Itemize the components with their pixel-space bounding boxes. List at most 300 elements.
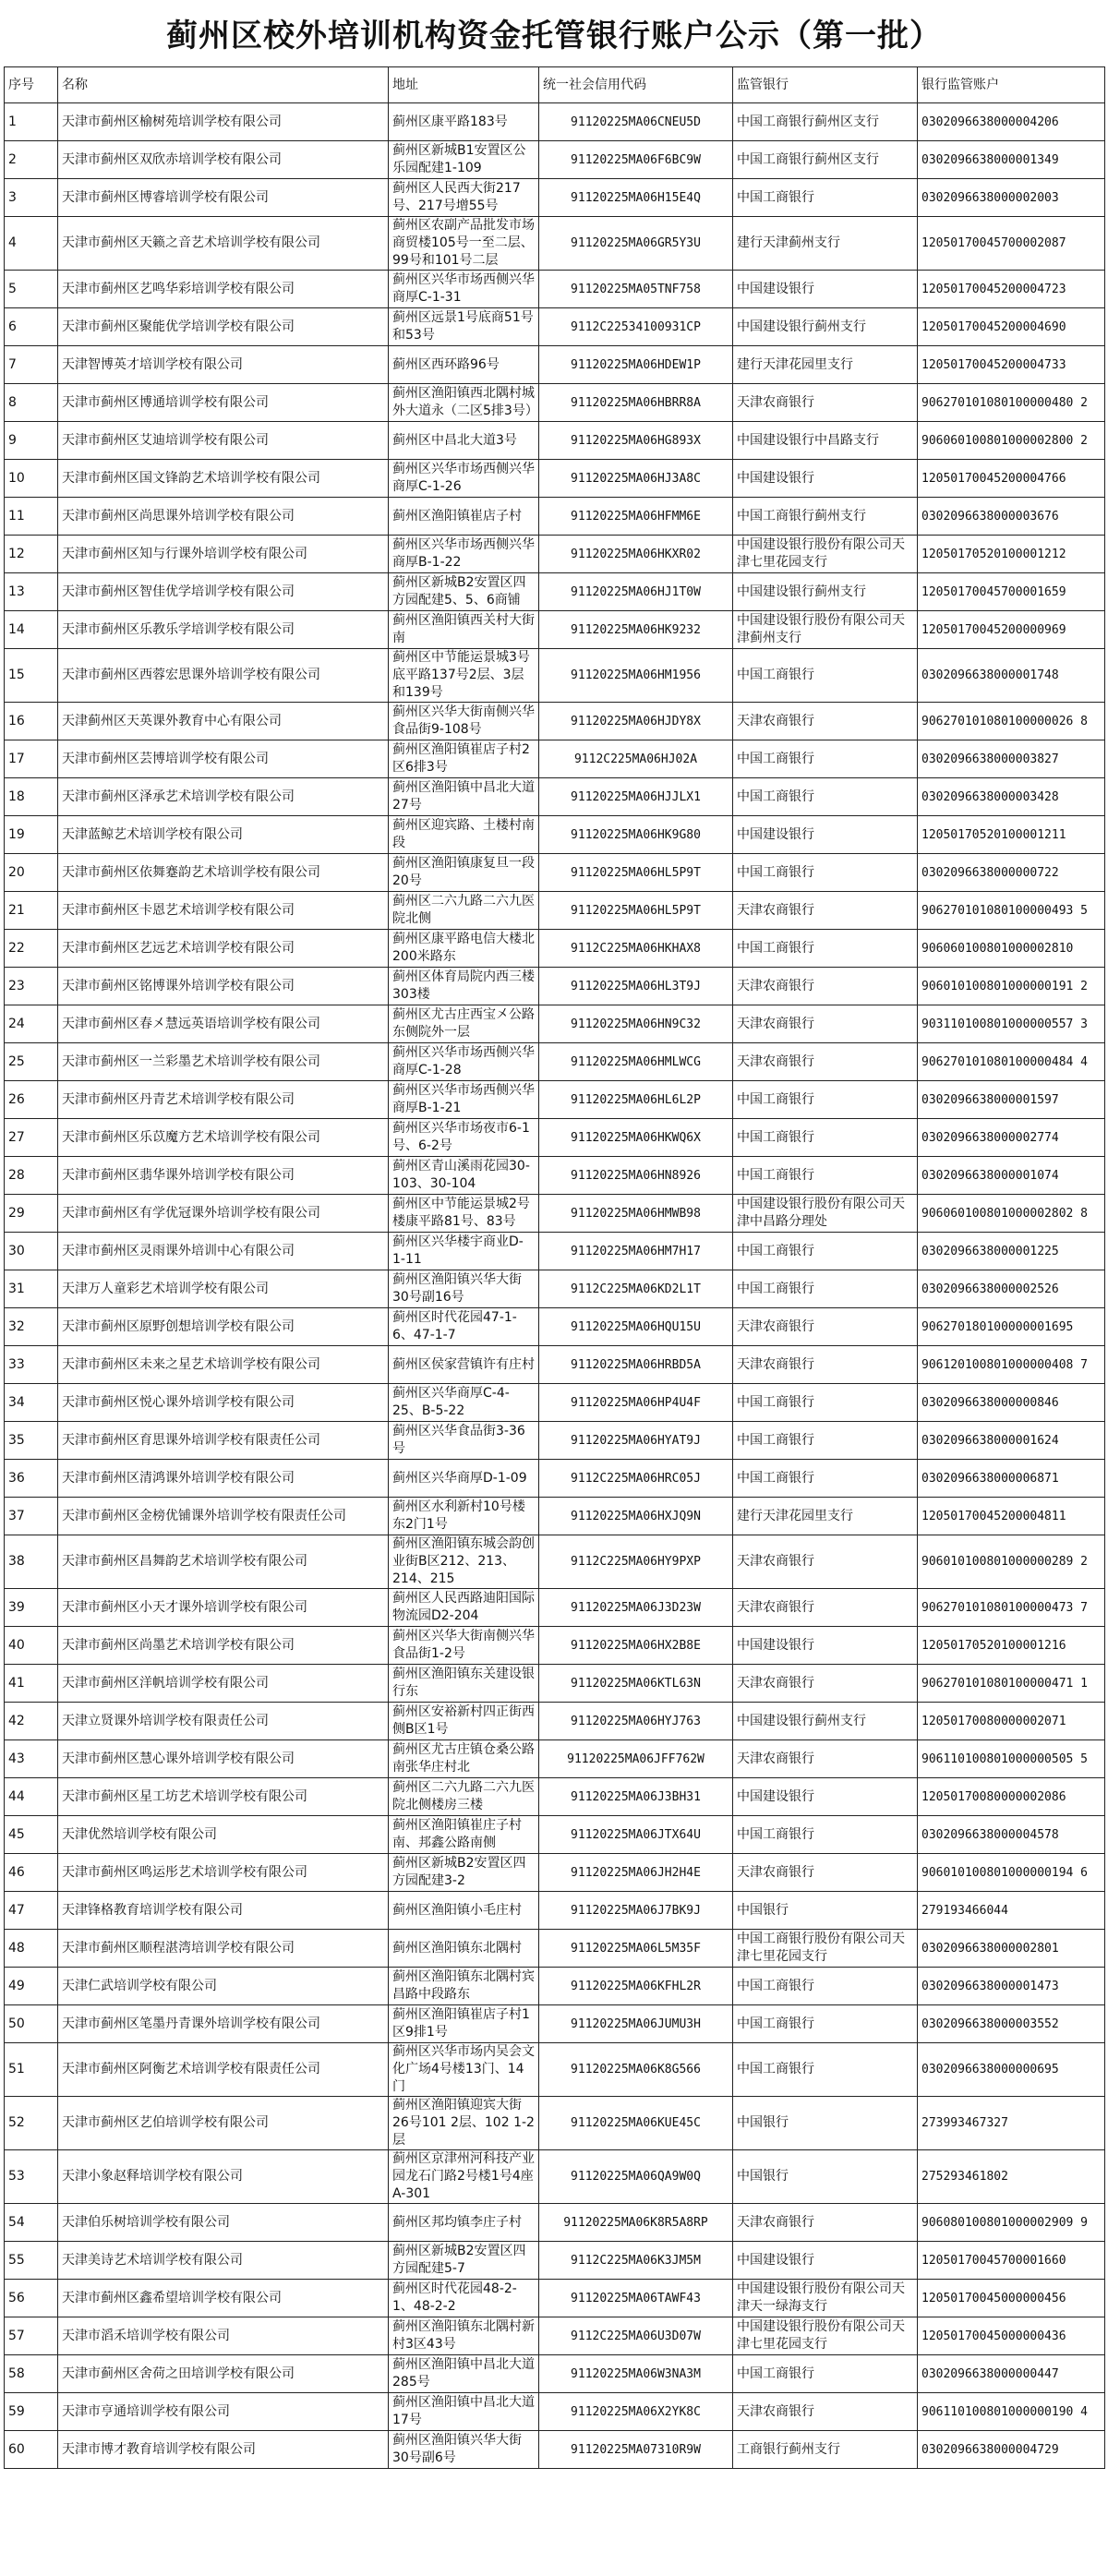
cell-index: 20 xyxy=(5,854,58,892)
column-header-credit-code: 统一社会信用代码 xyxy=(539,67,733,103)
cell-account: 273993467327 xyxy=(918,2097,1105,2150)
cell-address: 蓟州区渔阳镇东北隅村 xyxy=(389,1930,539,1968)
cell-credit-code: 91120225MA06HJJLX1 xyxy=(539,778,733,816)
cell-index: 19 xyxy=(5,816,58,854)
cell-account: 0302096638000003428 xyxy=(918,778,1105,816)
cell-bank: 中国工商银行 xyxy=(733,930,918,968)
cell-account: 12050170520100001211 xyxy=(918,816,1105,854)
cell-account: 906010100801000000194 6 xyxy=(918,1854,1105,1892)
cell-credit-code: 91120225MA06JUMU3H xyxy=(539,2005,733,2043)
cell-bank: 天津农商银行 xyxy=(733,968,918,1005)
cell-account: 0302096638000002003 xyxy=(918,179,1105,217)
table-row xyxy=(5,1778,1105,1816)
cell-bank: 工商银行蓟州支行 xyxy=(733,2431,918,2469)
cell-address: 蓟州区渔阳镇东城会韵创业街B区212、213、214、215 xyxy=(389,1535,539,1589)
column-header-bank: 监管银行 xyxy=(733,67,918,103)
table-row xyxy=(5,1119,1105,1157)
table-row xyxy=(5,2431,1105,2469)
cell-credit-code: 9112C225MA06HY9PXP xyxy=(539,1535,733,1589)
table-row xyxy=(5,2097,1105,2150)
cell-bank: 中国工商银行 xyxy=(733,649,918,703)
cell-account: 906270101080100000473 7 xyxy=(918,1589,1105,1627)
cell-bank: 中国建设银行 xyxy=(733,271,918,308)
cell-address: 蓟州区兴华市场西侧兴华商厚B-1-22 xyxy=(389,536,539,573)
cell-bank: 天津农商银行 xyxy=(733,703,918,740)
cell-index: 48 xyxy=(5,1930,58,1968)
cell-address: 蓟州区渔阳镇东北隅村宾昌路中段路东 xyxy=(389,1968,539,2005)
table-row xyxy=(5,1384,1105,1422)
cell-account: 12050170520100001216 xyxy=(918,1627,1105,1665)
table-row xyxy=(5,1498,1105,1535)
cell-index: 59 xyxy=(5,2393,58,2431)
cell-address: 蓟州区远景1号底商51号和53号 xyxy=(389,308,539,346)
table-header-row xyxy=(5,67,1105,103)
cell-address: 蓟州区尤古庄西宝㐅公路东侧院外一层 xyxy=(389,1005,539,1043)
cell-credit-code: 91120225MA06HL5P9T xyxy=(539,854,733,892)
cell-account: 12050170080000002071 xyxy=(918,1703,1105,1740)
cell-credit-code: 9112C22534100931CP xyxy=(539,308,733,346)
column-header-address: 地址 xyxy=(389,67,539,103)
cell-index: 29 xyxy=(5,1195,58,1233)
cell-name: 天津市蓟州区翡华课外培训学校有限公司 xyxy=(58,1157,389,1195)
cell-bank: 中国建设银行股份有限公司天津中昌路分理处 xyxy=(733,1195,918,1233)
cell-name: 天津市蓟州区清鸿课外培训学校有限公司 xyxy=(58,1460,389,1498)
column-header-account: 银行监管账户 xyxy=(918,67,1105,103)
cell-bank: 中国工商银行 xyxy=(733,778,918,816)
cell-index: 25 xyxy=(5,1043,58,1081)
cell-account: 12050170045200004733 xyxy=(918,346,1105,384)
cell-name: 天津市蓟州区卡恩艺术培训学校有限公司 xyxy=(58,892,389,930)
cell-bank: 中国工商银行 xyxy=(733,1233,918,1270)
cell-account: 0302096638000001074 xyxy=(918,1157,1105,1195)
table-row xyxy=(5,141,1105,179)
table-row xyxy=(5,217,1105,271)
cell-account: 0302096638000001349 xyxy=(918,141,1105,179)
cell-index: 32 xyxy=(5,1308,58,1346)
cell-address: 蓟州区兴华市场西侧兴华商厚C-1-28 xyxy=(389,1043,539,1081)
cell-address: 蓟州区侯家营镇许有庄村 xyxy=(389,1346,539,1384)
cell-credit-code: 91120225MA06K8R5A8RP xyxy=(539,2204,733,2242)
table-row xyxy=(5,1270,1105,1308)
cell-credit-code: 91120225MA06HJ1T0W xyxy=(539,573,733,611)
cell-index: 38 xyxy=(5,1535,58,1589)
cell-address: 蓟州区安裕新村四正街西侧B区1号 xyxy=(389,1703,539,1740)
cell-credit-code: 91120225MA06HG893X xyxy=(539,422,733,460)
table-row xyxy=(5,2280,1105,2317)
cell-bank: 中国工商银行 xyxy=(733,1422,918,1460)
cell-index: 12 xyxy=(5,536,58,573)
table-row xyxy=(5,611,1105,649)
table-row xyxy=(5,1854,1105,1892)
cell-name: 天津市蓟州区慧心课外培训学校有限公司 xyxy=(58,1740,389,1778)
cell-index: 5 xyxy=(5,271,58,308)
cell-name: 天津市蓟州区聚能优学培训学校有限公司 xyxy=(58,308,389,346)
cell-name: 天津市滔禾培训学校有限公司 xyxy=(58,2317,389,2355)
table-row xyxy=(5,1968,1105,2005)
cell-credit-code: 91120225MA06JH2H4E xyxy=(539,1854,733,1892)
cell-account: 906270180100000001695 xyxy=(918,1308,1105,1346)
cell-address: 蓟州区中昌北大道3号 xyxy=(389,422,539,460)
table-row xyxy=(5,2043,1105,2097)
cell-account: 12050170045200004766 xyxy=(918,460,1105,498)
cell-address: 蓟州区新城B2安置区四方园配建3-2 xyxy=(389,1854,539,1892)
cell-name: 天津市亨通培训学校有限公司 xyxy=(58,2393,389,2431)
table-row xyxy=(5,498,1105,536)
cell-index: 35 xyxy=(5,1422,58,1460)
cell-index: 37 xyxy=(5,1498,58,1535)
cell-account: 0302096638000000846 xyxy=(918,1384,1105,1422)
cell-account: 906270101080100000484 4 xyxy=(918,1043,1105,1081)
cell-credit-code: 91120225MA06HMLWCG xyxy=(539,1043,733,1081)
cell-address: 蓟州区渔阳镇迎宾大街26号101 2层、102 1-2层 xyxy=(389,2097,539,2150)
cell-index: 44 xyxy=(5,1778,58,1816)
cell-address: 蓟州区渔阳镇西关村大街南 xyxy=(389,611,539,649)
cell-bank: 天津农商银行 xyxy=(733,1043,918,1081)
cell-credit-code: 91120225MA06J7BK9J xyxy=(539,1892,733,1930)
cell-address: 蓟州区渔阳镇中昌北大道17号 xyxy=(389,2393,539,2431)
cell-account: 12050170045200004811 xyxy=(918,1498,1105,1535)
cell-account: 0302096638000001225 xyxy=(918,1233,1105,1270)
cell-address: 蓟州区迎宾路、土楼村南段 xyxy=(389,816,539,854)
cell-credit-code: 91120225MA06HRBD5A xyxy=(539,1346,733,1384)
cell-account: 12050170045700002087 xyxy=(918,217,1105,271)
cell-address: 蓟州区二六九路二六九医院北侧楼房三楼 xyxy=(389,1778,539,1816)
cell-index: 56 xyxy=(5,2280,58,2317)
cell-account: 12050170045200000969 xyxy=(918,611,1105,649)
table-row xyxy=(5,703,1105,740)
cell-name: 天津市蓟州区知与行课外培训学校有限公司 xyxy=(58,536,389,573)
table-row xyxy=(5,1346,1105,1384)
cell-index: 40 xyxy=(5,1627,58,1665)
cell-credit-code: 91120225MA06J3BH31 xyxy=(539,1778,733,1816)
cell-address: 蓟州区中节能运景城2号楼康平路81号、83号 xyxy=(389,1195,539,1233)
cell-index: 45 xyxy=(5,1816,58,1854)
cell-account: 0302096638000001473 xyxy=(918,1968,1105,2005)
column-header-name: 名称 xyxy=(58,67,389,103)
cell-credit-code: 91120225MA06HX2B8E xyxy=(539,1627,733,1665)
cell-index: 51 xyxy=(5,2043,58,2097)
table-row xyxy=(5,778,1105,816)
cell-credit-code: 91120225MA06W3NA3M xyxy=(539,2355,733,2393)
cell-account: 906270101080100000471 1 xyxy=(918,1665,1105,1703)
cell-address: 蓟州区渔阳镇康复旦一段20号 xyxy=(389,854,539,892)
cell-name: 天津立贤课外培训学校有限责任公司 xyxy=(58,1703,389,1740)
cell-bank: 中国银行 xyxy=(733,2150,918,2204)
cell-address: 蓟州区渔阳镇兴华大街30号副16号 xyxy=(389,1270,539,1308)
cell-bank: 天津农商银行 xyxy=(733,2204,918,2242)
table-row xyxy=(5,1005,1105,1043)
table-row xyxy=(5,1703,1105,1740)
cell-credit-code: 91120225MA06HP4U4F xyxy=(539,1384,733,1422)
cell-name: 天津伯乐树培训学校有限公司 xyxy=(58,2204,389,2242)
cell-credit-code: 91120225MA06GR5Y3U xyxy=(539,217,733,271)
cell-address: 蓟州区渔阳镇东北隅村新村3区43号 xyxy=(389,2317,539,2355)
cell-bank: 中国工商银行 xyxy=(733,2355,918,2393)
table-row xyxy=(5,179,1105,217)
cell-index: 42 xyxy=(5,1703,58,1740)
cell-address: 蓟州区兴华大街南侧兴华食品街9-108号 xyxy=(389,703,539,740)
cell-name: 天津市蓟州区舍荷之田培训学校有限公司 xyxy=(58,2355,389,2393)
table-row xyxy=(5,854,1105,892)
cell-name: 天津市蓟州区乐教乐学培训学校有限公司 xyxy=(58,611,389,649)
cell-index: 21 xyxy=(5,892,58,930)
cell-name: 天津市蓟州区博通培训学校有限公司 xyxy=(58,384,389,422)
cell-index: 39 xyxy=(5,1589,58,1627)
cell-bank: 建行天津蓟州支行 xyxy=(733,217,918,271)
cell-name: 天津万人童彩艺术培训学校有限公司 xyxy=(58,1270,389,1308)
cell-bank: 中国工商银行 xyxy=(733,740,918,778)
cell-name: 天津市蓟州区尚墨艺术培训学校有限公司 xyxy=(58,1627,389,1665)
cell-name: 天津市蓟州区鸣运彤艺术培训学校有限公司 xyxy=(58,1854,389,1892)
table-row xyxy=(5,1740,1105,1778)
cell-account: 903110100801000000557 3 xyxy=(918,1005,1105,1043)
cell-name: 天津仁武培训学校有限公司 xyxy=(58,1968,389,2005)
cell-name: 天津市蓟州区乐苡魔方艺术培训学校有限公司 xyxy=(58,1119,389,1157)
cell-account: 0302096638000004729 xyxy=(918,2431,1105,2469)
cell-name: 天津锋格教育培训学校有限公司 xyxy=(58,1892,389,1930)
cell-credit-code: 91120225MA06HL6L2P xyxy=(539,1081,733,1119)
cell-name: 天津市蓟州区芸博培训学校有限公司 xyxy=(58,740,389,778)
cell-name: 天津市蓟州区艺鸣华彩培训学校有限公司 xyxy=(58,271,389,308)
cell-name: 天津市蓟州区金榜优铺课外培训学校有限责任公司 xyxy=(58,1498,389,1535)
cell-credit-code: 91120225MA06HL3T9J xyxy=(539,968,733,1005)
cell-index: 60 xyxy=(5,2431,58,2469)
table-row xyxy=(5,384,1105,422)
cell-account: 906110100801000000190 4 xyxy=(918,2393,1105,2431)
cell-credit-code: 91120225MA06HXJQ9N xyxy=(539,1498,733,1535)
cell-name: 天津市蓟州区悦心课外培训学校有限公司 xyxy=(58,1384,389,1422)
cell-index: 15 xyxy=(5,649,58,703)
table-row xyxy=(5,2005,1105,2043)
cell-address: 蓟州区新城B2安置区四方园配建5、5、6商铺 xyxy=(389,573,539,611)
cell-bank: 中国建设银行 xyxy=(733,816,918,854)
cell-name: 天津市蓟州区原野创想培训学校有限公司 xyxy=(58,1308,389,1346)
cell-name: 天津市蓟州区丹青艺术培训学校有限公司 xyxy=(58,1081,389,1119)
cell-name: 天津优然培训学校有限公司 xyxy=(58,1816,389,1854)
cell-address: 蓟州区渔阳镇崔庄子村南、邦鑫公路南侧 xyxy=(389,1816,539,1854)
cell-index: 30 xyxy=(5,1233,58,1270)
cell-credit-code: 91120225MA06JTX64U xyxy=(539,1816,733,1854)
cell-credit-code: 91120225MA06J3D23W xyxy=(539,1589,733,1627)
cell-index: 11 xyxy=(5,498,58,536)
cell-index: 16 xyxy=(5,703,58,740)
cell-name: 天津小象赵释培训学校有限公司 xyxy=(58,2150,389,2204)
cell-index: 22 xyxy=(5,930,58,968)
cell-bank: 天津农商银行 xyxy=(733,1665,918,1703)
cell-address: 蓟州区中节能运景城3号底平路137号2层、3层和139号 xyxy=(389,649,539,703)
cell-address: 蓟州区康平路183号 xyxy=(389,103,539,141)
cell-index: 33 xyxy=(5,1346,58,1384)
table-row xyxy=(5,573,1105,611)
cell-name: 天津市蓟州区国文锋韵艺术培训学校有限公司 xyxy=(58,460,389,498)
cell-address: 蓟州区渔阳镇崔店子村1区9排1号 xyxy=(389,2005,539,2043)
cell-name: 天津市蓟州区顺程湛湾培训学校有限公司 xyxy=(58,1930,389,1968)
account-table xyxy=(4,66,1105,2469)
cell-bank: 天津农商银行 xyxy=(733,1346,918,1384)
cell-credit-code: 91120225MA06HK9232 xyxy=(539,611,733,649)
cell-credit-code: 91120225MA06HYAT9J xyxy=(539,1422,733,1460)
cell-index: 46 xyxy=(5,1854,58,1892)
table-row xyxy=(5,1233,1105,1270)
cell-address: 蓟州区渔阳镇中昌北大道285号 xyxy=(389,2355,539,2393)
cell-index: 4 xyxy=(5,217,58,271)
cell-credit-code: 91120225MA06HJDY8X xyxy=(539,703,733,740)
table-row xyxy=(5,346,1105,384)
cell-index: 50 xyxy=(5,2005,58,2043)
cell-name: 天津蓝鲸艺术培训学校有限公司 xyxy=(58,816,389,854)
cell-index: 57 xyxy=(5,2317,58,2355)
cell-bank: 中国建设银行股份有限公司天津七里花园支行 xyxy=(733,2317,918,2355)
cell-index: 13 xyxy=(5,573,58,611)
cell-account: 906120100801000000408 7 xyxy=(918,1346,1105,1384)
cell-index: 53 xyxy=(5,2150,58,2204)
cell-name: 天津市蓟州区阿衡艺术培训学校有限责任公司 xyxy=(58,2043,389,2097)
table-row xyxy=(5,930,1105,968)
cell-credit-code: 9112C225MA06HRC05J xyxy=(539,1460,733,1498)
cell-index: 43 xyxy=(5,1740,58,1778)
cell-index: 34 xyxy=(5,1384,58,1422)
cell-credit-code: 91120225MA06HK9G80 xyxy=(539,816,733,854)
cell-bank: 中国银行 xyxy=(733,1892,918,1930)
cell-name: 天津市蓟州区依舞蹇韵艺术培训学校有限公司 xyxy=(58,854,389,892)
cell-name: 天津市蓟州区洋帆培训学校有限公司 xyxy=(58,1665,389,1703)
cell-bank: 建行天津花园里支行 xyxy=(733,346,918,384)
cell-account: 0302096638000004206 xyxy=(918,103,1105,141)
cell-bank: 中国工商银行 xyxy=(733,1816,918,1854)
cell-account: 12050170045200004690 xyxy=(918,308,1105,346)
cell-bank: 中国建设银行 xyxy=(733,460,918,498)
cell-address: 蓟州区兴华市场内吴会文化广场4号楼13门、14门 xyxy=(389,2043,539,2097)
cell-bank: 中国银行 xyxy=(733,2097,918,2150)
cell-account: 906270101080100000026 8 xyxy=(918,703,1105,740)
cell-address: 蓟州区渔阳镇崔店子村 xyxy=(389,498,539,536)
cell-index: 47 xyxy=(5,1892,58,1930)
cell-index: 17 xyxy=(5,740,58,778)
cell-name: 天津美诗艺术培训学校有限公司 xyxy=(58,2242,389,2280)
cell-address: 蓟州区农副产品批发市场商贸楼105号一至二层、99号和101号二层 xyxy=(389,217,539,271)
cell-account: 12050170045000000436 xyxy=(918,2317,1105,2355)
cell-index: 1 xyxy=(5,103,58,141)
cell-name: 天津市蓟州区有学优冠课外培训学校有限公司 xyxy=(58,1195,389,1233)
cell-name: 天津市蓟州区昌舞韵艺术培训学校有限公司 xyxy=(58,1535,389,1589)
cell-account: 12050170520100001212 xyxy=(918,536,1105,573)
cell-name: 天津市蓟州区铭博课外培训学校有限公司 xyxy=(58,968,389,1005)
cell-address: 蓟州区兴华大街南侧兴华食品街1-2号 xyxy=(389,1627,539,1665)
cell-account: 0302096638000002801 xyxy=(918,1930,1105,1968)
cell-credit-code: 91120225MA06HQU15U xyxy=(539,1308,733,1346)
cell-name: 天津市蓟州区一兰彩墨艺术培训学校有限公司 xyxy=(58,1043,389,1081)
cell-address: 蓟州区时代花园47-1-6、47-1-7 xyxy=(389,1308,539,1346)
cell-bank: 中国工商银行 xyxy=(733,1460,918,1498)
cell-account: 906060100801000002800 2 xyxy=(918,422,1105,460)
table-row xyxy=(5,740,1105,778)
cell-bank: 中国建设银行蓟州支行 xyxy=(733,308,918,346)
cell-account: 12050170080000002086 xyxy=(918,1778,1105,1816)
cell-name: 天津市蓟州区西蓉宏思课外培训学校有限公司 xyxy=(58,649,389,703)
cell-bank: 中国工商银行 xyxy=(733,1119,918,1157)
cell-credit-code: 91120225MA06K8G566 xyxy=(539,2043,733,2097)
cell-address: 蓟州区兴华市场西侧兴华商厚B-1-21 xyxy=(389,1081,539,1119)
cell-bank: 天津农商银行 xyxy=(733,1589,918,1627)
cell-account: 0302096638000000695 xyxy=(918,2043,1105,2097)
cell-address: 蓟州区兴华市场西侧兴华商厚C-1-31 xyxy=(389,271,539,308)
cell-bank: 中国建设银行股份有限公司天津蓟州支行 xyxy=(733,611,918,649)
cell-bank: 中国工商银行股份有限公司天津七里花园支行 xyxy=(733,1930,918,1968)
cell-name: 天津市蓟州区笔墨丹青课外培训学校有限公司 xyxy=(58,2005,389,2043)
cell-name: 天津市蓟州区博睿培训学校有限公司 xyxy=(58,179,389,217)
cell-credit-code: 91120225MA06HM1956 xyxy=(539,649,733,703)
cell-bank: 中国建设银行中昌路支行 xyxy=(733,422,918,460)
cell-account: 906010100801000000191 2 xyxy=(918,968,1105,1005)
cell-bank: 中国工商银行 xyxy=(733,1081,918,1119)
cell-credit-code: 91120225MA06HL5P9T xyxy=(539,892,733,930)
cell-account: 0302096638000003676 xyxy=(918,498,1105,536)
table-row xyxy=(5,2204,1105,2242)
cell-address: 蓟州区兴华商厚D-1-09 xyxy=(389,1460,539,1498)
cell-address: 蓟州区兴华市场西侧兴华商厚C-1-26 xyxy=(389,460,539,498)
cell-bank: 中国工商银行 xyxy=(733,1384,918,1422)
cell-bank: 建行天津花园里支行 xyxy=(733,1498,918,1535)
table-row xyxy=(5,1422,1105,1460)
cell-credit-code: 91120225MA07310R9W xyxy=(539,2431,733,2469)
cell-name: 天津市蓟州区星工坊艺术培训学校有限公司 xyxy=(58,1778,389,1816)
table-row xyxy=(5,1589,1105,1627)
cell-account: 12050170045700001660 xyxy=(918,2242,1105,2280)
cell-account: 906270101080100000480 2 xyxy=(918,384,1105,422)
cell-bank: 天津农商银行 xyxy=(733,1854,918,1892)
cell-address: 蓟州区人民西路迪阳国际物流园D2-204 xyxy=(389,1589,539,1627)
cell-index: 23 xyxy=(5,968,58,1005)
cell-credit-code: 91120225MA06TAWF43 xyxy=(539,2280,733,2317)
cell-account: 906060100801000002802 8 xyxy=(918,1195,1105,1233)
cell-credit-code: 91120225MA06KUE45C xyxy=(539,2097,733,2150)
table-row xyxy=(5,422,1105,460)
cell-name: 天津市蓟州区天籁之音艺术培训学校有限公司 xyxy=(58,217,389,271)
table-row xyxy=(5,816,1105,854)
cell-credit-code: 9112C225MA06U3D07W xyxy=(539,2317,733,2355)
cell-name: 天津市蓟州区尚思课外培训学校有限公司 xyxy=(58,498,389,536)
cell-credit-code: 91120225MA06HDEW1P xyxy=(539,346,733,384)
cell-bank: 中国工商银行蓟州支行 xyxy=(733,498,918,536)
table-row xyxy=(5,649,1105,703)
cell-credit-code: 91120225MA06HM7H17 xyxy=(539,1233,733,1270)
cell-account: 0302096638000004578 xyxy=(918,1816,1105,1854)
cell-address: 蓟州区二六九路二六九医院北侧 xyxy=(389,892,539,930)
cell-bank: 天津农商银行 xyxy=(733,1535,918,1589)
cell-address: 蓟州区青山溪雨花园30-103、30-104 xyxy=(389,1157,539,1195)
cell-bank: 天津农商银行 xyxy=(733,1005,918,1043)
table-row xyxy=(5,1627,1105,1665)
cell-index: 14 xyxy=(5,611,58,649)
table-row xyxy=(5,2393,1105,2431)
cell-bank: 中国工商银行 xyxy=(733,2043,918,2097)
table-row xyxy=(5,2355,1105,2393)
cell-bank: 中国工商银行 xyxy=(733,854,918,892)
cell-bank: 中国工商银行 xyxy=(733,1157,918,1195)
cell-index: 28 xyxy=(5,1157,58,1195)
cell-address: 蓟州区人民西大街217号、217号增55号 xyxy=(389,179,539,217)
cell-account: 275293461802 xyxy=(918,2150,1105,2204)
cell-credit-code: 91120225MA06HN8926 xyxy=(539,1157,733,1195)
cell-index: 10 xyxy=(5,460,58,498)
cell-name: 天津市蓟州区艺远艺术培训学校有限公司 xyxy=(58,930,389,968)
cell-address: 蓟州区兴华商厚C-4-25、B-5-22 xyxy=(389,1384,539,1422)
cell-credit-code: 91120225MA06KFHL2R xyxy=(539,1968,733,2005)
cell-address: 蓟州区体育局院内西三楼303楼 xyxy=(389,968,539,1005)
cell-credit-code: 91120225MA06HBRR8A xyxy=(539,384,733,422)
cell-name: 天津市蓟州区育思课外培训学校有限责任公司 xyxy=(58,1422,389,1460)
table-row xyxy=(5,2150,1105,2204)
